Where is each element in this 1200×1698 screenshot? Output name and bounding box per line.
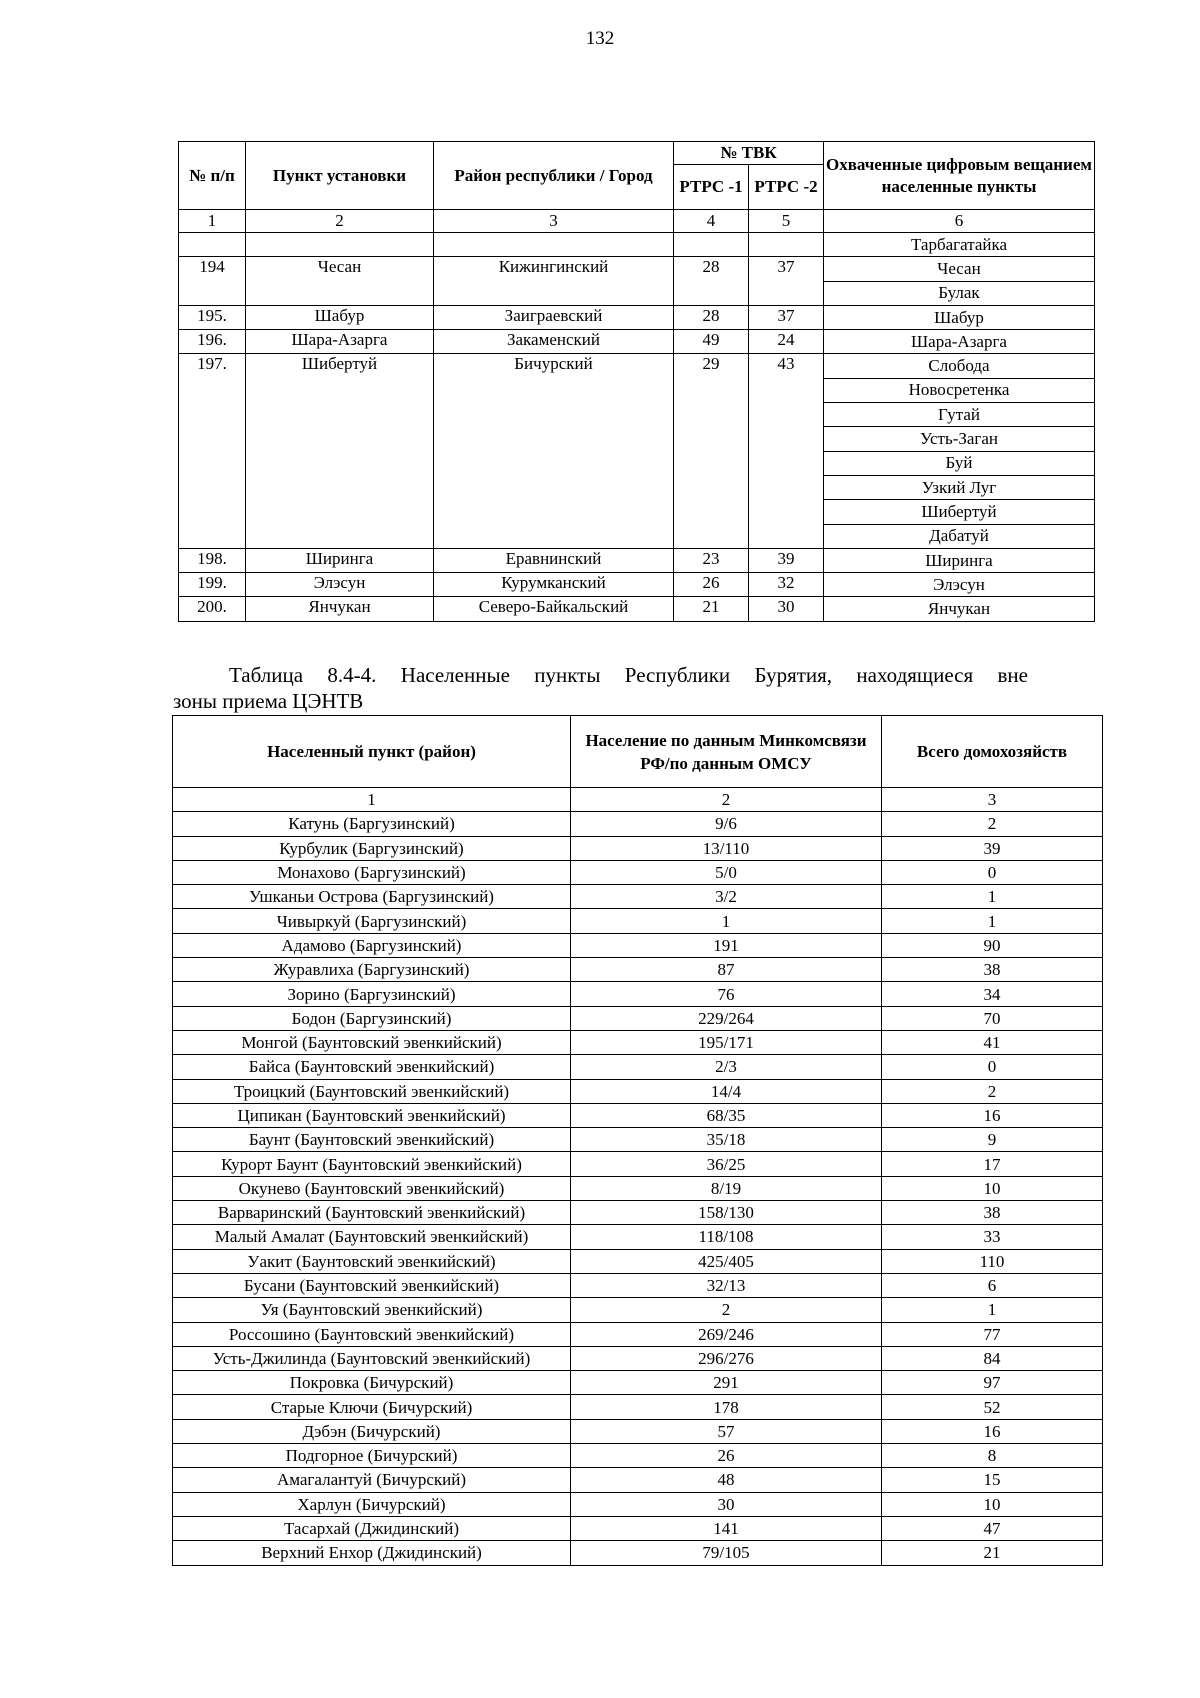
table-row — [173, 1079, 1103, 1103]
rtrs1-channel: 23 — [674, 548, 749, 572]
rtrs2-channel: 37 — [749, 305, 824, 329]
out-of-zone-table — [172, 715, 1103, 1566]
table-row — [173, 1030, 1103, 1054]
settlement-name: Окунево (Баунтовский эвенкийский) — [173, 1176, 571, 1200]
settlement-name: Старые Ключи (Бичурский) — [173, 1395, 571, 1419]
covered-settlement: Тарбагатайка — [824, 233, 1095, 257]
installation-point: Шабур — [246, 305, 434, 329]
households: 0 — [882, 1055, 1103, 1079]
table-row — [173, 933, 1103, 957]
table-row — [173, 1444, 1103, 1468]
covered-settlement: Ширинга — [824, 548, 1095, 572]
table-row — [173, 836, 1103, 860]
households: 70 — [882, 1006, 1103, 1030]
population: 425/405 — [571, 1249, 882, 1273]
households: 38 — [882, 1201, 1103, 1225]
table-row — [173, 1201, 1103, 1225]
covered-settlement: Гутай — [824, 403, 1095, 427]
settlement-name: Верхний Енхор (Джидинский) — [173, 1541, 571, 1565]
settlement-name: Дэбэн (Бичурский) — [173, 1419, 571, 1443]
table-row — [173, 1346, 1103, 1370]
rtrs2-channel: 32 — [749, 573, 824, 597]
population: 118/108 — [571, 1225, 882, 1249]
table-row — [173, 1492, 1103, 1516]
settlement-name: Ципикан (Баунтовский эвенкийский) — [173, 1103, 571, 1127]
installation-point: Элэсун — [246, 573, 434, 597]
rtrs2-channel: 24 — [749, 330, 824, 354]
header-settlement: Населенный пункт (район) — [173, 716, 571, 788]
households: 6 — [882, 1273, 1103, 1297]
header-num: № п/п — [179, 142, 246, 210]
installation-point: Шибертуй — [246, 354, 434, 548]
settlement-name: Курорт Баунт (Баунтовский эвенкийский) — [173, 1152, 571, 1176]
population: 195/171 — [571, 1030, 882, 1054]
tvk-table-body — [179, 210, 1095, 622]
population: 30 — [571, 1492, 882, 1516]
rtrs1-channel: 28 — [674, 257, 749, 306]
district: Еравнинский — [434, 548, 674, 572]
header-rtrs1: РТРС -1 — [674, 165, 749, 210]
households: 34 — [882, 982, 1103, 1006]
covered-settlement: Усть-Заган — [824, 427, 1095, 451]
households: 9 — [882, 1128, 1103, 1152]
population: 79/105 — [571, 1541, 882, 1565]
column-number: 2 — [571, 788, 882, 812]
rtrs2-channel: 30 — [749, 597, 824, 621]
population: 9/6 — [571, 812, 882, 836]
households: 1 — [882, 909, 1103, 933]
table-row — [173, 1419, 1103, 1443]
installation-point: Ширинга — [246, 548, 434, 572]
population: 5/0 — [571, 860, 882, 884]
table-row — [173, 812, 1103, 836]
population: 36/25 — [571, 1152, 882, 1176]
covered-settlement: Чесан — [824, 257, 1095, 281]
district: Заиграевский — [434, 305, 674, 329]
installation-point: Шара-Азарга — [246, 330, 434, 354]
population: 2 — [571, 1298, 882, 1322]
table-row — [179, 305, 1095, 329]
settlement-name: Усть-Джилинда (Баунтовский эвенкийский) — [173, 1346, 571, 1370]
households: 10 — [882, 1492, 1103, 1516]
population: 57 — [571, 1419, 882, 1443]
settlement-name: Амагалантуй (Бичурский) — [173, 1468, 571, 1492]
table-row — [173, 885, 1103, 909]
header-district: Район республики / Город — [434, 142, 674, 210]
table-row — [179, 548, 1095, 572]
covered-settlement: Новосретенка — [824, 378, 1095, 402]
households: 21 — [882, 1541, 1103, 1565]
households: 15 — [882, 1468, 1103, 1492]
population: 87 — [571, 958, 882, 982]
households: 110 — [882, 1249, 1103, 1273]
table-row — [173, 1249, 1103, 1273]
column-number: 1 — [173, 788, 571, 812]
households: 17 — [882, 1152, 1103, 1176]
rtrs1-channel: 28 — [674, 305, 749, 329]
settlement-name: Подгорное (Бичурский) — [173, 1444, 571, 1468]
population: 13/110 — [571, 836, 882, 860]
rtrs2-channel: 37 — [749, 257, 824, 306]
tvk-installation-table — [178, 141, 1095, 622]
settlement-name: Чивыркуй (Баргузинский) — [173, 909, 571, 933]
row-number — [179, 233, 246, 257]
settlement-name: Монахово (Баргузинский) — [173, 860, 571, 884]
population: 291 — [571, 1371, 882, 1395]
covered-settlement: Булак — [824, 281, 1095, 305]
column-number: 6 — [824, 210, 1095, 233]
population: 8/19 — [571, 1176, 882, 1200]
table-row — [173, 1103, 1103, 1127]
population: 1 — [571, 909, 882, 933]
table-row — [173, 1273, 1103, 1297]
caption-line-2: зоны приема ЦЭНТВ — [173, 689, 364, 713]
settlement-name: Троицкий (Баунтовский эвенкийский) — [173, 1079, 571, 1103]
covered-settlement: Элэсун — [824, 573, 1095, 597]
settlement-name: Россошино (Баунтовский эвенкийский) — [173, 1322, 571, 1346]
table-row — [173, 1225, 1103, 1249]
settlement-name: Баунт (Баунтовский эвенкийский) — [173, 1128, 571, 1152]
installation-point: Чесан — [246, 257, 434, 306]
table-row — [173, 1541, 1103, 1565]
installation-point — [246, 233, 434, 257]
column-number-row — [173, 788, 1103, 812]
households: 77 — [882, 1322, 1103, 1346]
population: 3/2 — [571, 885, 882, 909]
rtrs2-channel: 39 — [749, 548, 824, 572]
table-row — [173, 1322, 1103, 1346]
settlement-name: Журавлиха (Баргузинский) — [173, 958, 571, 982]
row-number: 196. — [179, 330, 246, 354]
header-households: Всего домохозяйств — [882, 716, 1103, 788]
rtrs1-channel: 49 — [674, 330, 749, 354]
households: 0 — [882, 860, 1103, 884]
households: 2 — [882, 812, 1103, 836]
rtrs1-channel: 21 — [674, 597, 749, 621]
table-caption — [173, 662, 1028, 714]
households: 38 — [882, 958, 1103, 982]
header-rtrs2: РТРС -2 — [749, 165, 824, 210]
column-number: 3 — [434, 210, 674, 233]
population: 191 — [571, 933, 882, 957]
covered-settlement: Шара-Азарга — [824, 330, 1095, 354]
households: 84 — [882, 1346, 1103, 1370]
settlement-name: Адамово (Баргузинский) — [173, 933, 571, 957]
column-number-row — [179, 210, 1095, 233]
column-number: 3 — [882, 788, 1103, 812]
page-number: 132 — [585, 28, 615, 49]
settlement-name: Варваринский (Баунтовский эвенкийский) — [173, 1201, 571, 1225]
population: 68/35 — [571, 1103, 882, 1127]
row-number: 198. — [179, 548, 246, 572]
settlement-name: Харлун (Бичурский) — [173, 1492, 571, 1516]
table-row — [179, 330, 1095, 354]
population: 48 — [571, 1468, 882, 1492]
header-tvk: № ТВК — [674, 142, 824, 165]
households: 1 — [882, 885, 1103, 909]
installation-point: Янчукан — [246, 597, 434, 621]
rtrs1-channel: 26 — [674, 573, 749, 597]
population: 178 — [571, 1395, 882, 1419]
table-row — [179, 233, 1095, 257]
table-row — [173, 1055, 1103, 1079]
table-row — [179, 354, 1095, 378]
settlement-name: Покровка (Бичурский) — [173, 1371, 571, 1395]
households: 1 — [882, 1298, 1103, 1322]
district: Курумканский — [434, 573, 674, 597]
settlement-name: Уя (Баунтовский эвенкийский) — [173, 1298, 571, 1322]
households: 47 — [882, 1516, 1103, 1540]
district: Кижингинский — [434, 257, 674, 306]
households: 97 — [882, 1371, 1103, 1395]
covered-settlement: Слобода — [824, 354, 1095, 378]
households: 16 — [882, 1419, 1103, 1443]
settlement-name: Курбулик (Баргузинский) — [173, 836, 571, 860]
table-row — [173, 909, 1103, 933]
settlement-name: Монгой (Баунтовский эвенкийский) — [173, 1030, 571, 1054]
covered-settlement: Шабур — [824, 305, 1095, 329]
out-of-zone-table-body — [173, 788, 1103, 1566]
table-row — [173, 1298, 1103, 1322]
population: 296/276 — [571, 1346, 882, 1370]
population: 269/246 — [571, 1322, 882, 1346]
header-covered-points: Охваченные цифровым вещанием населенные пункты — [824, 142, 1095, 210]
column-number: 5 — [749, 210, 824, 233]
population: 158/130 — [571, 1201, 882, 1225]
population: 229/264 — [571, 1006, 882, 1030]
table-row — [173, 982, 1103, 1006]
covered-settlement: Узкий Луг — [824, 475, 1095, 499]
rtrs2-channel: 43 — [749, 354, 824, 548]
population: 2/3 — [571, 1055, 882, 1079]
covered-settlement: Дабатуй — [824, 524, 1095, 548]
covered-settlement: Янчукан — [824, 597, 1095, 621]
population: 26 — [571, 1444, 882, 1468]
settlement-name: Ушканьи Острова (Баргузинский) — [173, 885, 571, 909]
population: 35/18 — [571, 1128, 882, 1152]
table-row — [179, 257, 1095, 281]
table-row — [173, 1468, 1103, 1492]
row-number: 197. — [179, 354, 246, 548]
district: Закаменский — [434, 330, 674, 354]
column-number: 4 — [674, 210, 749, 233]
settlement-name: Бодон (Баргузинский) — [173, 1006, 571, 1030]
rtrs2-channel — [749, 233, 824, 257]
households: 90 — [882, 933, 1103, 957]
settlement-name: Зорино (Баргузинский) — [173, 982, 571, 1006]
households: 10 — [882, 1176, 1103, 1200]
covered-settlement: Буй — [824, 451, 1095, 475]
population: 141 — [571, 1516, 882, 1540]
table-row — [173, 1371, 1103, 1395]
households: 33 — [882, 1225, 1103, 1249]
row-number: 199. — [179, 573, 246, 597]
covered-settlement: Шибертуй — [824, 500, 1095, 524]
table-row — [179, 573, 1095, 597]
table-row — [173, 1395, 1103, 1419]
district: Бичурский — [434, 354, 674, 548]
households: 8 — [882, 1444, 1103, 1468]
column-number: 2 — [246, 210, 434, 233]
column-number: 1 — [179, 210, 246, 233]
row-number: 195. — [179, 305, 246, 329]
population: 14/4 — [571, 1079, 882, 1103]
row-number: 194 — [179, 257, 246, 306]
rtrs1-channel: 29 — [674, 354, 749, 548]
households: 41 — [882, 1030, 1103, 1054]
households: 2 — [882, 1079, 1103, 1103]
settlement-name: Байса (Баунтовский эвенкийский) — [173, 1055, 571, 1079]
table-row — [173, 1152, 1103, 1176]
table-row — [173, 1516, 1103, 1540]
households: 16 — [882, 1103, 1103, 1127]
settlement-name: Катунь (Баргузинский) — [173, 812, 571, 836]
district: Северо-Байкальский — [434, 597, 674, 621]
households: 39 — [882, 836, 1103, 860]
table-row — [173, 958, 1103, 982]
rtrs1-channel — [674, 233, 749, 257]
row-number: 200. — [179, 597, 246, 621]
population: 32/13 — [571, 1273, 882, 1297]
settlement-name: Малый Амалат (Баунтовский эвенкийский) — [173, 1225, 571, 1249]
households: 52 — [882, 1395, 1103, 1419]
table-row — [173, 1128, 1103, 1152]
settlement-name: Уакит (Баунтовский эвенкийский) — [173, 1249, 571, 1273]
settlement-name: Бусани (Баунтовский эвенкийский) — [173, 1273, 571, 1297]
header-installation-point: Пункт установки — [246, 142, 434, 210]
table-row — [173, 1176, 1103, 1200]
header-population: Население по данным Минкомсвязи РФ/по данным ОМСУ — [571, 716, 882, 788]
table-row — [173, 860, 1103, 884]
population: 76 — [571, 982, 882, 1006]
caption-line-1: Таблица 8.4-4. Населенные пункты Республики Бурятия, находящиеся вне — [229, 663, 1028, 687]
district — [434, 233, 674, 257]
table-row — [179, 597, 1095, 621]
table-row — [173, 1006, 1103, 1030]
settlement-name: Тасархай (Джидинский) — [173, 1516, 571, 1540]
